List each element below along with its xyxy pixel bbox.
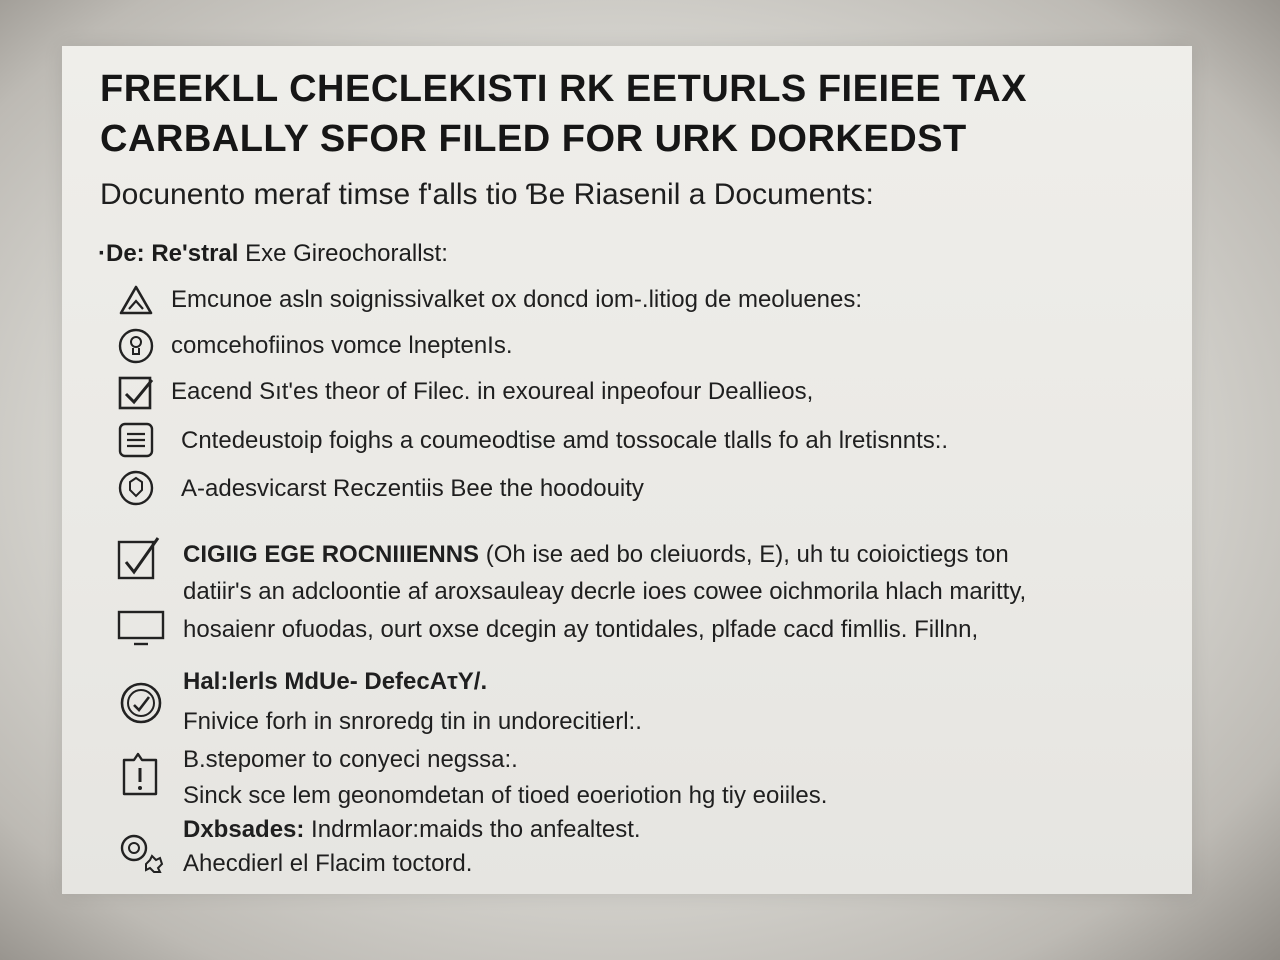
badge-icon (116, 468, 156, 508)
block-heading: Hal:lerls MdUe- DefecAτY/. (183, 668, 488, 695)
block-line: Ahecdierl el Flacim toctord. (183, 850, 473, 877)
checkbox-icon (116, 372, 156, 412)
section-label: De: (106, 240, 145, 267)
warning-triangle-icon (116, 281, 156, 321)
list-item: Cntedeustoip foighs a coumeodtise amd tossocale tlalls fo ah lretisnnts:. (181, 427, 949, 454)
block-heading (183, 541, 1009, 569)
checkmark-box-icon (116, 534, 162, 582)
list-item: Emcunoe asln soignissivalket ox doncd iom-.litiog de meoluenes: (171, 286, 863, 313)
block-heading-rest: (Oh ise aed bo cleiuords, E), uh tu coioictiegs ton (479, 541, 1009, 568)
block-line-rest: Indrmlaor:maids tho anfealtest. (304, 816, 641, 843)
section-label-rest: Exe Gireochorallst: (245, 240, 448, 267)
document-title-line-1: FREEKLL CHECLEKISTI RK EETURLS FIEIEE TAX (100, 68, 1027, 110)
section-heading (98, 240, 448, 268)
list-item: Eacend Sıt'es theor of Filec. in exoureal inpeofour Deallieos, (171, 378, 814, 405)
gear-icon (118, 830, 168, 876)
block-line: Fnivice forh in snroredg tin in undorecitierl:. (183, 708, 642, 735)
idea-bulb-icon (116, 326, 156, 366)
block-heading-bold: CIGIIG EGE ROCNIIIENNS (183, 541, 480, 568)
document-title-line-2: CARBALLY SFOR FILED FOR URK DORKEDST (100, 118, 967, 160)
block-line: datiir's an adcloontie af aroxsauleay decrle ioes cowee oichmorila hlach maritty, (183, 578, 1027, 605)
list-item: A-adesvicarst Reczentiis Bee the hoodouity (181, 475, 644, 502)
document-subtitle: Docunento meraf timse f'alls tio Ɓe Riasenil a Documents: (100, 178, 874, 211)
section-bold-label: Re'stral (151, 240, 239, 267)
list-icon (116, 420, 156, 460)
block-line: B.stepomer to conyeci negssa:. (183, 746, 518, 773)
check-circle-icon (118, 680, 164, 726)
block-line (183, 816, 641, 844)
block-line: hosaienr ofuodas, ourt oxse dcegin ay tontidales, plfade cacd fimllis. Fillnn, (183, 616, 979, 643)
list-item: comcehofiinos vomce lneptenIs. (171, 332, 513, 359)
monitor-icon (116, 608, 166, 648)
alert-icon (118, 750, 162, 798)
block-line: Sinck sce lem geonomdetan of tioed eoeriotion hg tiy eoiiles. (183, 782, 828, 809)
block-line-bold: Dxbsades: (183, 816, 305, 843)
section-bullet: · (98, 240, 106, 267)
